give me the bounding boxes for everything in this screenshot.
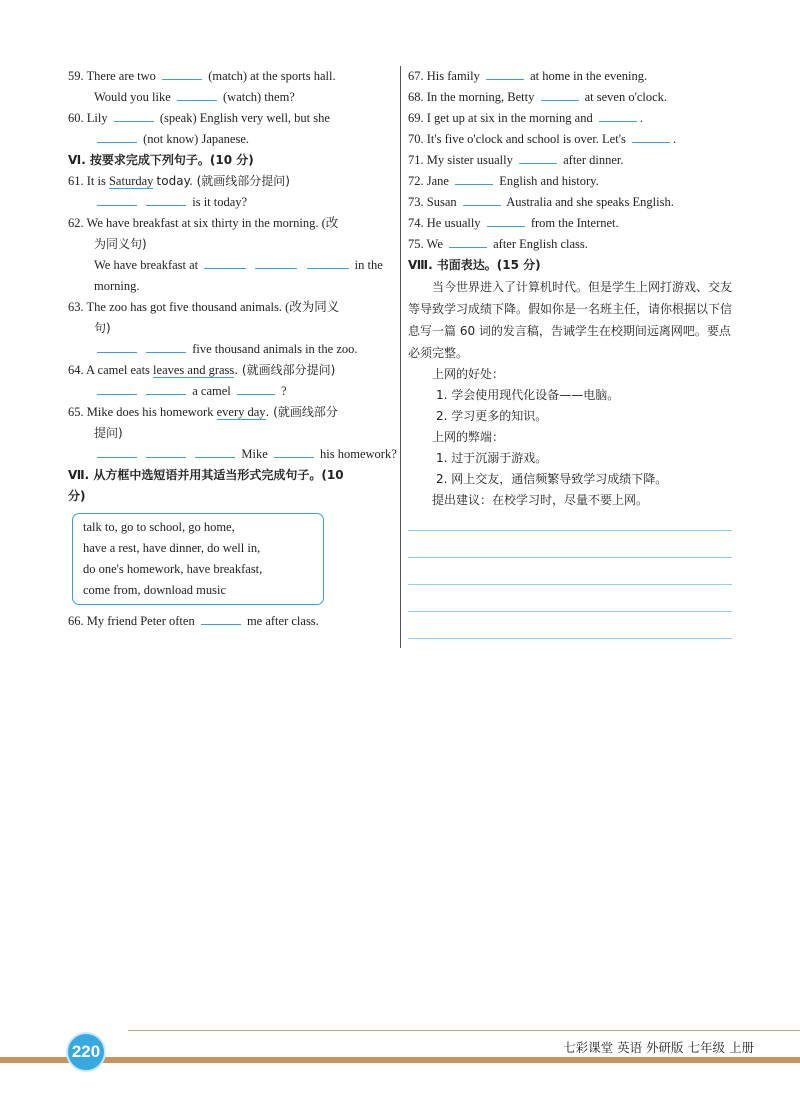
- question-65-line1: [68, 402, 396, 423]
- q65-blank-3[interactable]: [195, 445, 235, 458]
- pro-item-2: 2. 学习更多的知识。: [436, 409, 548, 423]
- right-column: [408, 66, 738, 511]
- question-63-line2: 句): [94, 321, 111, 335]
- q61-underlined: Saturday: [108, 174, 154, 188]
- writing-line-4[interactable]: [408, 611, 732, 612]
- question-68: [408, 87, 738, 108]
- writing-line-1[interactable]: [408, 530, 732, 531]
- q63-text: 63. The zoo has got five thousand animals. (改为同义: [68, 300, 340, 314]
- q62-blank-2[interactable]: [255, 256, 297, 269]
- q74-blank[interactable]: [487, 214, 525, 227]
- page-number: 220: [71, 1042, 101, 1061]
- book-title: 七彩课堂 英语 外研版 七年级 上册: [563, 1040, 754, 1055]
- q64-text-2: a camel: [192, 384, 231, 398]
- q72-text-2: English and history.: [499, 174, 599, 188]
- question-64-line2: [68, 381, 396, 402]
- page-number-badge: [66, 1032, 106, 1072]
- q66-text-2: me after class.: [246, 614, 319, 628]
- q60-text-2: (speak) English very well, but she: [159, 111, 330, 125]
- q61-blank-2[interactable]: [146, 193, 186, 206]
- writing-line-3[interactable]: [408, 584, 732, 585]
- q60-blank-1[interactable]: [114, 109, 154, 122]
- question-72: [408, 171, 738, 192]
- q74-text-2: from the Internet.: [530, 216, 619, 230]
- con-item-1: 1. 过于沉溺于游戏。: [436, 451, 548, 465]
- question-66: [68, 611, 396, 632]
- advice-text: 提出建议：在校学习时，尽量不要上网。: [432, 493, 649, 507]
- essay-prompt-text: 当今世界进入了计算机时代。但是学生上网打游戏、交友等导致学习成绩下降。假如你是一名班主任，请你根据以下信息写一篇 60 词的发言稿，告诫学生在校期间远离网吧。要点必须完整。: [408, 280, 733, 360]
- q60-text: 60. Lily: [68, 111, 108, 125]
- q64-blank-1[interactable]: [97, 382, 137, 395]
- question-65-line2: 提问): [94, 426, 123, 440]
- question-60-line2: [68, 129, 396, 150]
- question-67: [408, 66, 738, 87]
- q70-text: 70. It's five o'clock and school is over. Let's: [408, 132, 626, 146]
- q64-blank-2[interactable]: [146, 382, 186, 395]
- pro-item-1: 1. 学会使用现代化设备——电脑。: [436, 388, 620, 402]
- question-62-line2: 为同义句): [94, 237, 147, 251]
- q71-text-2: after dinner.: [563, 153, 624, 167]
- q67-blank[interactable]: [486, 67, 524, 80]
- q60-text-3: (not know) Japanese.: [143, 132, 249, 146]
- question-60-line1: [68, 108, 396, 129]
- q63-text-2: five thousand animals in the zoo.: [192, 342, 358, 356]
- question-63-line1: [68, 297, 396, 318]
- q64-blank-3[interactable]: [237, 382, 275, 395]
- question-74: [408, 213, 738, 234]
- q65-blank-1[interactable]: [97, 445, 137, 458]
- q61-text-2: is it today?: [192, 195, 248, 209]
- q67-text-2: at home in the evening.: [530, 69, 648, 83]
- q59-text: 59. There are two: [68, 69, 156, 83]
- question-59-line1: [68, 66, 396, 87]
- q65-text: 65. Mike does his homework: [68, 405, 214, 419]
- q71-text: 71. My sister usually: [408, 153, 513, 167]
- writing-line-5[interactable]: [408, 638, 732, 639]
- phrase-box-line-1: talk to, go to school, go home,: [83, 520, 235, 534]
- question-71: [408, 150, 738, 171]
- q72-blank[interactable]: [455, 172, 493, 185]
- q72-text: 72. Jane: [408, 174, 449, 188]
- section-8-heading: Ⅷ. 书面表达。(15 分): [408, 258, 541, 272]
- section-7-heading-line1: Ⅶ. 从方框中选短语并用其适当形式完成句子。(10: [68, 468, 344, 482]
- q75-text-2: after English class.: [493, 237, 588, 251]
- q61-instruction: today. (就画线部分提问): [156, 174, 290, 188]
- question-59-line2: [68, 87, 396, 108]
- q68-text: 68. In the morning, Betty: [408, 90, 535, 104]
- q62-text-3: in the: [354, 258, 383, 272]
- section-6-heading: Ⅵ. 按要求完成下列句子。(10 分): [68, 153, 254, 167]
- q62-blank-3[interactable]: [307, 256, 349, 269]
- essay-prompt: [408, 276, 738, 364]
- question-75: [408, 234, 738, 255]
- question-64-line1: [68, 360, 396, 381]
- q62-blank-1[interactable]: [204, 256, 246, 269]
- q63-blank-2[interactable]: [146, 340, 186, 353]
- footer-bar: [0, 1057, 800, 1063]
- cons-title: 上网的弊端：: [432, 430, 505, 444]
- q59-text-2: (match) at the sports hall.: [208, 69, 336, 83]
- q68-text-2: at seven o'clock.: [584, 90, 668, 104]
- q65-text-2: Mike: [241, 447, 268, 461]
- q59-text-3: Would you like: [94, 90, 171, 104]
- section-7-heading-line2: 分): [68, 489, 86, 503]
- q60-blank-2[interactable]: [97, 130, 137, 143]
- q73-text: 73. Susan: [408, 195, 457, 209]
- left-column: [68, 66, 396, 632]
- q70-text-2: .: [672, 132, 677, 146]
- q64-text-3: ?: [281, 384, 287, 398]
- question-70: [408, 129, 738, 150]
- writing-line-2[interactable]: [408, 557, 732, 558]
- q75-blank[interactable]: [449, 235, 487, 248]
- phrase-box-line-2: have a rest, have dinner, do well in,: [83, 541, 261, 555]
- question-62-line4: morning.: [94, 279, 140, 293]
- footer-rule: [128, 1030, 800, 1031]
- q65-instruction: . (就画线部分: [265, 405, 338, 419]
- q73-text-2: Australia and she speaks English.: [506, 195, 674, 209]
- q68-blank[interactable]: [541, 88, 579, 101]
- q71-blank[interactable]: [519, 151, 557, 164]
- q61-text: 61. It is: [68, 174, 106, 188]
- q67-text: 67. His family: [408, 69, 480, 83]
- q66-blank[interactable]: [201, 612, 241, 625]
- q62-text: 62. We have breakfast at six thirty in the morning. (改: [68, 216, 339, 230]
- con-item-2: 2. 网上交友，通信频繁导致学习成绩下降。: [436, 472, 668, 486]
- q69-blank[interactable]: [599, 109, 637, 122]
- question-69: [408, 108, 738, 129]
- question-62-line3: [68, 255, 396, 276]
- phrase-box-line-4: come from, download music: [83, 583, 227, 597]
- question-62-line1: [68, 213, 396, 234]
- q59-blank-1[interactable]: [162, 67, 202, 80]
- q65-text-3: his homework?: [320, 447, 397, 461]
- q69-text-2: .: [639, 111, 643, 125]
- q64-underlined: leaves and grass: [153, 363, 235, 377]
- q62-text-2: We have breakfast at: [94, 258, 199, 272]
- q63-blank-1[interactable]: [97, 340, 137, 353]
- q73-blank[interactable]: [463, 193, 501, 206]
- column-divider: [400, 66, 401, 648]
- q64-text: 64. A camel eats: [68, 363, 150, 377]
- question-65-line3: [68, 444, 396, 465]
- pros-title: 上网的好处：: [432, 367, 505, 381]
- q64-instruction: . (就画线部分提问): [234, 363, 336, 377]
- q69-text: 69. I get up at six in the morning and: [408, 111, 593, 125]
- phrase-box: [72, 513, 324, 605]
- q59-blank-2[interactable]: [177, 88, 217, 101]
- q65-underlined: every day: [216, 405, 266, 419]
- essay-points: [408, 364, 738, 511]
- phrase-box-line-3: do one's homework, have breakfast,: [83, 562, 263, 576]
- question-73: [408, 192, 738, 213]
- q70-blank[interactable]: [632, 130, 670, 143]
- q65-blank-2[interactable]: [146, 445, 186, 458]
- q61-blank-1[interactable]: [97, 193, 137, 206]
- q66-text: 66. My friend Peter often: [68, 614, 195, 628]
- q75-text: 75. We: [408, 237, 443, 251]
- question-61-line2: [68, 192, 396, 213]
- question-61-line1: [68, 171, 396, 192]
- q65-blank-4[interactable]: [274, 445, 314, 458]
- q59-text-4: (watch) them?: [223, 90, 295, 104]
- q74-text: 74. He usually: [408, 216, 481, 230]
- question-63-line3: [68, 339, 396, 360]
